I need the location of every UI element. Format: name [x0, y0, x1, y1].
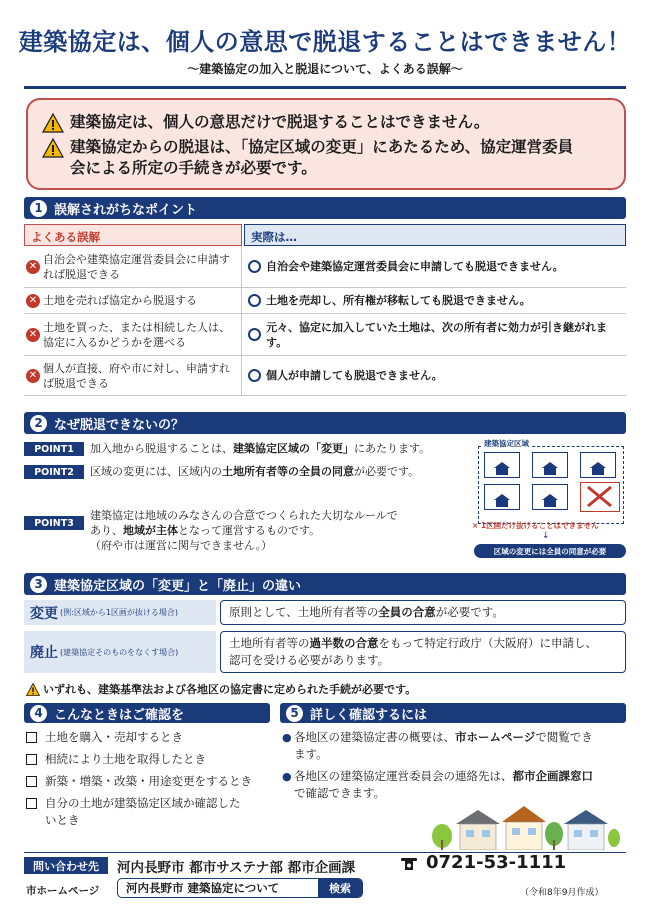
diagram-badge: 区域の変更には全員の同意が必要 — [474, 544, 626, 558]
circle-icon — [248, 369, 261, 382]
col-reality: 実際は… — [244, 224, 626, 246]
warning-triangle-icon — [42, 113, 64, 133]
checkbox-icon — [26, 754, 37, 765]
abolish-row: 廃止 (建築協定そのものをなくす場合) 土地所有者等の過半数の合意をもって特定行政庁（大阪府）に申請し、 認可を受ける必要があります。 — [24, 631, 626, 673]
section-number: 1 — [30, 200, 47, 217]
checkbox-icon — [26, 798, 37, 809]
house-icon — [493, 461, 511, 475]
info-bullet-1: ● 各地区の建築協定書の概要は、市ホームページで閲覧でき ます。 — [282, 730, 593, 761]
creation-date: （令和8年9月作成） — [520, 888, 604, 898]
warning-line-2: 建築協定からの脱退は、「協定区域の変更」にあたるため、協定運営委員 会による所定の手続きが必要です。 — [42, 137, 610, 179]
section-5-header: 5 詳しく確認するには — [280, 703, 626, 723]
misconception-table — [24, 224, 626, 396]
house-icon — [493, 493, 511, 507]
phone-icon — [400, 855, 418, 871]
point-3: POINT3 建築協定は地域のみなさんの合意でつくられた大切なルールで あり、地域が主体となって運営するものです。 （府や市は運営に関与できません。） — [24, 508, 464, 553]
lot — [484, 484, 520, 510]
section-4-header: 4 こんなときはご確認を — [24, 703, 270, 723]
bullet-dot-icon: ● — [282, 770, 292, 783]
change-term: 変更 — [30, 605, 58, 622]
cross-icon: ✕ — [26, 294, 40, 308]
table-row: ✕ 土地を売れば協定から脱退する 土地を売却し、所有権が移転しても脱退できません。 — [24, 288, 626, 314]
lot — [580, 452, 616, 478]
cross-icon: ✕ — [26, 369, 40, 383]
section-number: 4 — [30, 705, 47, 722]
info-bullet-2: ● 各地区の建築協定運営委員会の連絡先は、都市企画課窓口 で確認できます。 — [282, 769, 593, 800]
search-query[interactable]: 河内長野市 建築協定について — [126, 881, 280, 895]
table-header — [24, 224, 626, 246]
section-2-header: 2 なぜ脱退できないの？ — [24, 412, 626, 434]
warning-line-1: 建築協定は、個人の意思だけで脱退することはできません。 — [42, 112, 610, 133]
checkbox-icon — [26, 776, 37, 787]
homepage-label: 市ホームページ — [26, 885, 100, 897]
procedure-note: いずれも、建築基準法および各地区の協定書に定められた手続が必要です。 — [26, 681, 416, 697]
cross-icon: ✕ — [26, 328, 40, 342]
point-2: POINT2 区域の変更には、区域内の土地所有者等の全員の同意が必要です。 — [24, 464, 464, 479]
table-row: ✕ 個人が直接、府や市に対し、申請すれば脱退できる 個人が申請しても脱退できません。 — [24, 356, 626, 396]
excluded-lot — [580, 482, 620, 512]
contact-organization: 河内長野市 都市サステナ部 都市企画課 — [117, 860, 356, 876]
zone-label: 建築協定区域 — [484, 439, 529, 448]
lot — [484, 452, 520, 478]
warning-box — [26, 98, 626, 190]
contact-badge: 問い合わせ先 — [24, 857, 108, 874]
title-divider — [24, 86, 626, 89]
section-3-header: 3 建築協定区域の「変更」と「廃止」の違い — [24, 573, 626, 595]
townscape-illustration — [430, 800, 620, 850]
cross-icon: ✕ — [26, 260, 40, 274]
house-icon — [541, 493, 559, 507]
point-badge: POINT3 — [24, 516, 84, 530]
homepage-search-box[interactable] — [117, 878, 363, 898]
checklist-item: 自分の土地が建築協定区域か確認した いとき — [26, 795, 241, 829]
table-row: ✕ 土地を買った、または相続した人は、協定に入るかどうかを選べる 元々、協定に加入していた土地は、次の所有者に効力が引き継がれます。 — [24, 314, 626, 356]
point-badge: POINT2 — [24, 465, 84, 479]
house-icon — [589, 461, 607, 475]
col-misconception: よくある誤解 — [24, 224, 242, 246]
checklist-item: 土地を購入・売却するとき — [26, 729, 183, 746]
checklist-item: 新築・増築・改築・用途変更をするとき — [26, 773, 252, 790]
abolish-term: 廃止 — [30, 645, 58, 661]
zone-diagram — [470, 438, 630, 562]
arrow-down-icon: ↓ — [542, 531, 550, 541]
section-1-header: 1 誤解されがちなポイント — [24, 197, 626, 219]
checkbox-icon — [26, 732, 37, 743]
circle-icon — [248, 328, 261, 341]
warning-triangle-icon — [26, 683, 40, 696]
cross-icon — [581, 483, 618, 510]
page-title: 建築協定は、個人の意思で脱退することはできません！ — [18, 28, 632, 56]
search-button[interactable]: 検索 — [318, 879, 362, 897]
warning-triangle-icon — [42, 138, 64, 158]
point-badge: POINT1 — [24, 442, 84, 456]
diagram-note: × 1区画だけ抜けることはできません — [472, 521, 599, 530]
contact-phone[interactable]: 0721-53-1111 — [400, 852, 566, 873]
lot — [532, 484, 568, 510]
lot — [532, 452, 568, 478]
section-number: 3 — [30, 576, 47, 593]
checklist-item: 相続により土地を取得したとき — [26, 751, 206, 768]
section-number: 2 — [30, 415, 47, 432]
bullet-dot-icon: ● — [282, 731, 292, 744]
change-row: 変更 (例:区域から1区画が抜ける場合) 原則として、土地所有者等の 全員の合意 が必要です。 — [24, 600, 626, 625]
circle-icon — [248, 294, 261, 307]
section-number: 5 — [286, 705, 303, 722]
table-row: ✕ 自治会や建築協定運営委員会に申請すれば脱退できる 自治会や建築協定運営委員会に申請しても脱退できません。 — [24, 246, 626, 288]
circle-icon — [248, 260, 261, 273]
house-icon — [541, 461, 559, 475]
page-subtitle: ～建築協定の加入と脱退について、よくある誤解～ — [187, 62, 463, 76]
point-1: POINT1 加入地から脱退することは、建築協定区域の「変更」にあたります。 — [24, 441, 474, 456]
